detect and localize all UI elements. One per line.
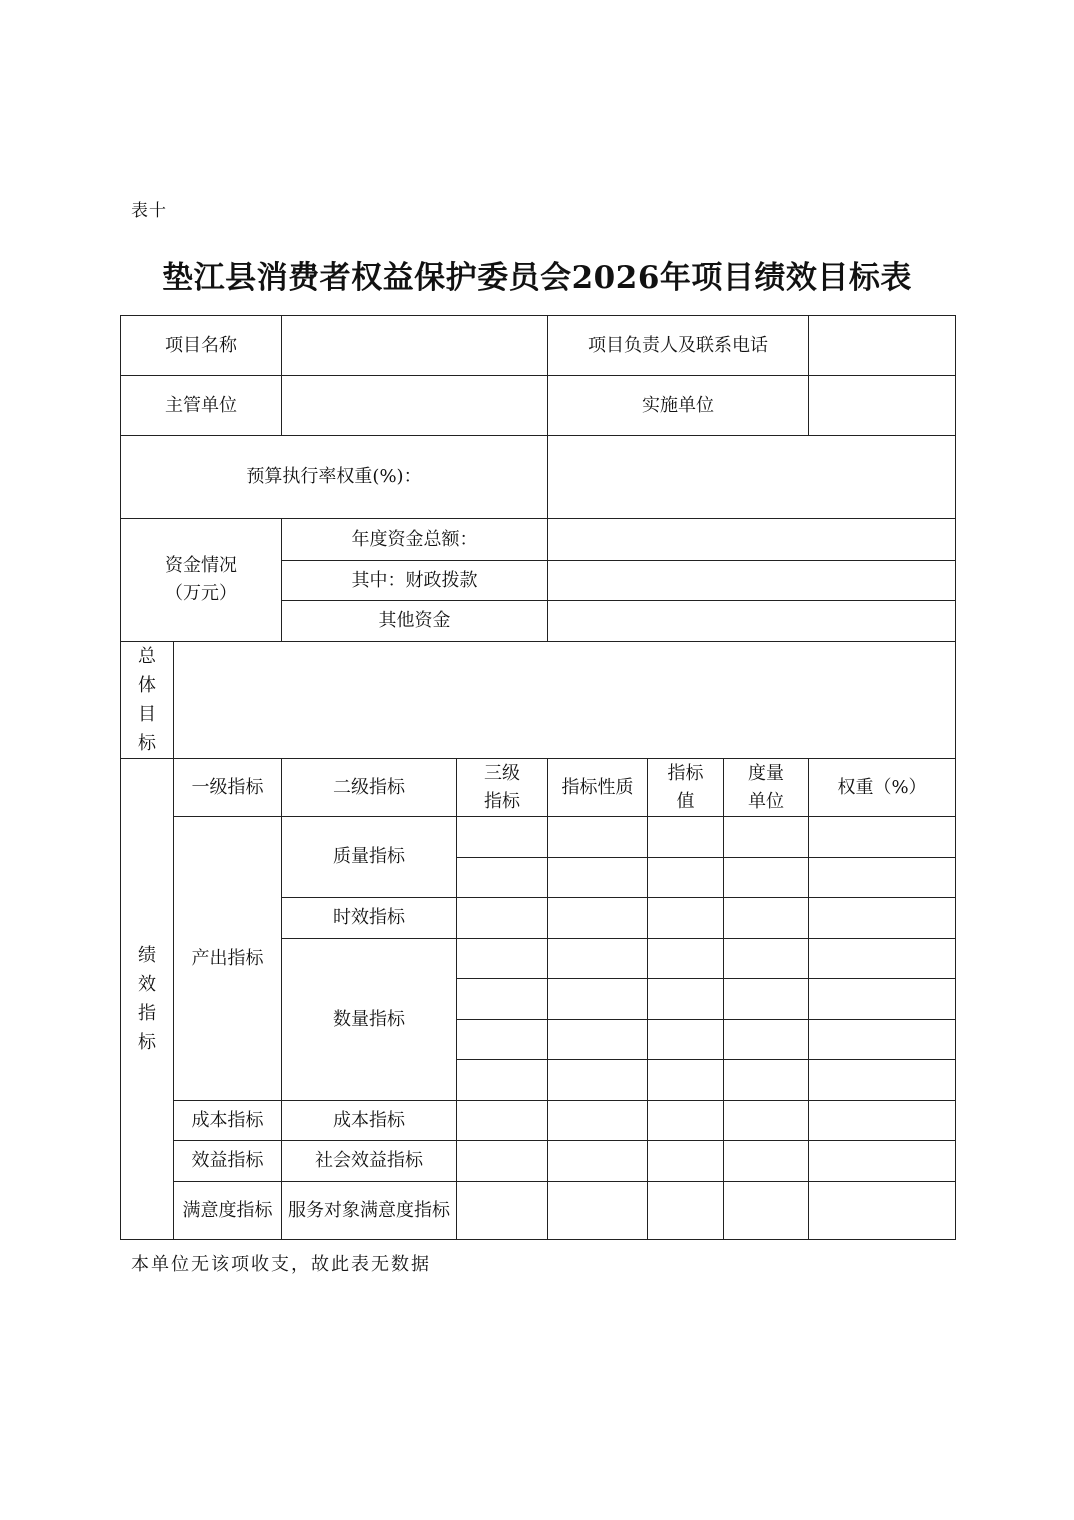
overall-goal-value [174, 642, 956, 759]
annual-total-row [121, 519, 956, 561]
header-value: 指标值 [648, 759, 724, 817]
satisfaction-indicator-level1: 满意度指标 [174, 1182, 282, 1240]
implementer-label: 实施单位 [548, 376, 809, 436]
cost-indicator-level2: 成本指标 [282, 1101, 457, 1141]
overall-goal-label: 总体目标 [121, 642, 174, 759]
header-level3: 三级指标 [457, 759, 548, 817]
benefit-indicator-level1: 效益指标 [174, 1141, 282, 1182]
quality-indicator-label: 质量指标 [282, 817, 457, 898]
header-level2: 二级指标 [282, 759, 457, 817]
budget-rate-value [548, 436, 956, 519]
fiscal-value [548, 561, 956, 601]
fiscal-label: 其中：财政拨款 [282, 561, 548, 601]
benefit-indicator-level2: 社会效益指标 [282, 1141, 457, 1182]
timeliness-indicator-label: 时效指标 [282, 898, 457, 939]
budget-rate-label: 预算执行率权重(%)： [121, 436, 548, 519]
footer-note: 本单位无该项收支，故此表无数据 [131, 1254, 431, 1275]
supervisor-value [282, 376, 548, 436]
indicator-header-row [121, 759, 956, 817]
project-name-row [121, 316, 956, 376]
page-title: 垫江县消费者权益保护委员会2026年项目绩效目标表 [162, 260, 912, 296]
header-nature: 指标性质 [548, 759, 648, 817]
indicators-section-label: 绩效指标 [121, 759, 174, 1240]
header-unit: 度量单位 [724, 759, 809, 817]
table-row [121, 1101, 956, 1141]
table-row [121, 1141, 956, 1182]
table-row [121, 817, 956, 858]
project-name-label: 项目名称 [121, 316, 282, 376]
other-funds-value [548, 601, 956, 642]
supervisor-label: 主管单位 [121, 376, 282, 436]
other-funds-label: 其他资金 [282, 601, 548, 642]
unit-row [121, 376, 956, 436]
overall-goal-row [121, 642, 956, 759]
table-row [121, 1182, 956, 1240]
budget-rate-row [121, 436, 956, 519]
project-name-value [282, 316, 548, 376]
satisfaction-indicator-level2: 服务对象满意度指标 [282, 1182, 457, 1240]
funds-label: 资金情况（万元） [121, 519, 282, 642]
annual-total-label: 年度资金总额： [282, 519, 548, 561]
cost-indicator-level1: 成本指标 [174, 1101, 282, 1141]
project-lead-label: 项目负责人及联系电话 [548, 316, 809, 376]
performance-goal-table [120, 315, 956, 1240]
header-weight: 权重（%） [809, 759, 956, 817]
table-number: 表十 [131, 201, 167, 221]
annual-total-value [548, 519, 956, 561]
quantity-indicator-label: 数量指标 [282, 939, 457, 1101]
output-indicator-label: 产出指标 [174, 817, 282, 1101]
header-level1: 一级指标 [174, 759, 282, 817]
project-lead-value [809, 316, 956, 376]
implementer-value [809, 376, 956, 436]
